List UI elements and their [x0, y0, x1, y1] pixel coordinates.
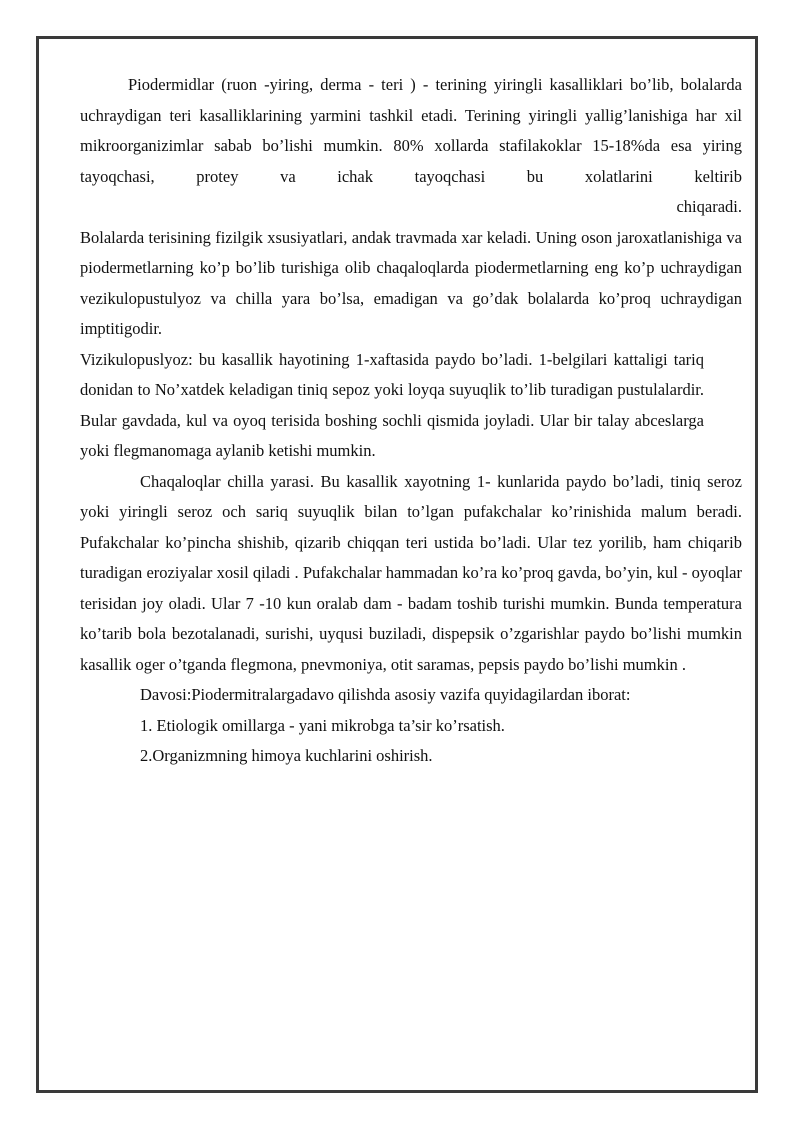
paragraph-intro: Piodermidlar (ruon -yiring, derma - teri ) - terining yiringli kasalliklari bo’lib, bolalarda uchraydigan teri kasalliklarining yarmini tashkil etadi. Terining yiringli yallig’lanishiga har xil mikroorganizimlar sabab bo’lishi mumkin. 80% xollarda stafilakoklar 15-18%da esa yiring tayoqchasi, protey va ichak tayoqchasi bu xolatlarini keltirib [80, 75, 742, 186]
paragraph-intro-end: chiqaradi. [676, 197, 742, 216]
list-item-etiology: 1. Etiologik omillarga - yani mikrobga ta’sir ko’rsatish. [140, 715, 505, 735]
document-body [80, 70, 742, 772]
paragraph-pemphigus: Chaqaloqlar chilla yarasi. Bu kasallik xayotning 1- kunlarida paydo bo’ladi, tiniq seroz yoki yiringli seroz och sariq suyuqlik bilan to’lgan pufakchalar ko’rinishida malum beradi. Pufakchalar ko’pincha shishib, qizarib chiqqan teri ustida bo’ladi. Ular tez yorilib, ham chiqarib turadigan eroziyalar xosil qiladi . Pufakchalar hammadan ko’ra ko’proq gavda, bo’yin, kul - oyoqlar terisidan joy oladi. Ular 7 -10 kun oralab dam - badam toshib turishi mumkin. Bunda temperatura ko’tarib bola bezotalanadi, surishi, uyqusi buziladi, dispepsik o’zgarishlar paydo bo’lishi mumkin kasallik oger o’tganda flegmona, pnevmoniya, otit saramas, pepsis paydo bo’lishi mumkin . [80, 471, 742, 674]
list-item-immunity: 2.Organizmning himoya kuchlarini oshirish. [140, 746, 433, 765]
paragraph-treatment: Davosi:Piodermitralargadavo qilishda asosiy vazifa quyidagilardan iborat: [140, 685, 631, 704]
paragraph-vesiculopustulosis: Vizikulopuslyoz: bu kasallik hayotining 1-xaftasida paydo bo’ladi. 1-belgilari kattaligi tariq donidan to No’xatdek keladigan tiniq sepoz yoki loyqa suyuqlik to’lib turadigan pustulalardir. Bular gavdada, kul va oyoq terisida boshing sochli qismida joyladi. Ular bir talay abceslarga yoki flegmanomaga aylanib ketishi mumkin. [80, 349, 704, 460]
paragraph-child-skin: Bolalarda terisining fizilgik xsusiyatlari, andak travmada xar keladi. Uning oson jaroxatlanishiga va piodermetlarning ko’p bo’lib turishiga olib chaqaloqlarda piodermetlarning eng ko’p uchraydigan vezikulopustulyoz va chilla yara bo’lsa, emadigan va go’dak bolalarda ko’proq uchraydigan imptitigodir. [80, 227, 742, 338]
